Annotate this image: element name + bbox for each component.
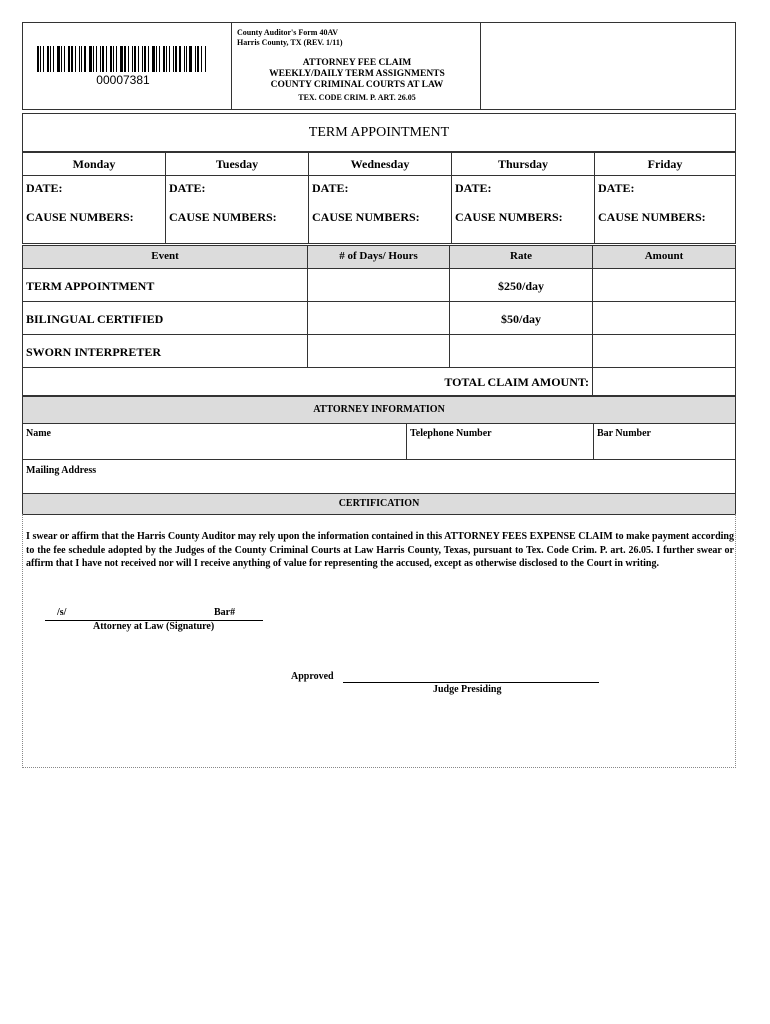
form-title-block [231,23,481,110]
event-label: SWORN INTERPRETER [26,345,162,359]
column-header: Amount [644,250,684,262]
attorney-info-header [22,396,736,424]
days-hours-field[interactable] [307,268,450,302]
bar-number-field[interactable] [593,423,736,460]
total-claim-label-cell [22,367,593,396]
term-appointment-title-box [22,113,736,152]
field-label: Mailing Address [26,465,97,476]
rate-cell [449,334,593,368]
date-label: DATE: [26,181,63,195]
table-row-event [22,334,308,368]
form-title-line-4: TEX. CODE CRIM. P. ART. 26.05 [298,93,416,102]
date-label: DATE: [169,181,206,195]
day-name: Tuesday [215,157,259,171]
term-appointment-title: TERM APPOINTMENT [308,125,450,140]
certification-statement: I swear or affirm that the Harris County Auditor may rely upon the information contained in this ATTORNEY FEES EXPENSE CLAIM to make payment according to the fee schedule adopted by the Judges of the County Criminal Courts at Law Harris County, Texas, pursuant to Tex. Code Crim. P. art. 26.05. I further swear or affirm that I have not received nor will I receive anything of value for representing the accused, except as otherwise disclosed to the Court in writing. [26,531,734,569]
telephone-number-field[interactable] [406,423,594,460]
signature-caption: Attorney at Law (Signature) [93,621,215,632]
total-claim-amount-field[interactable] [592,367,736,396]
column-header: # of Days/ Hours [339,250,418,262]
day-entry-tuesday[interactable] [165,175,309,244]
day-header-tuesday [165,152,309,176]
event-label: BILINGUAL CERTIFIED [26,312,164,326]
fees-header-rate [449,245,593,269]
table-row-event [22,301,308,335]
rate-value: $50/day [500,312,541,326]
day-entry-monday[interactable] [22,175,166,244]
mailing-address-field[interactable] [22,459,736,494]
form-title-line-1: ATTORNEY FEE CLAIM [302,58,412,68]
day-entry-friday[interactable] [594,175,736,244]
days-grid [22,152,736,244]
cause-numbers-label: CAUSE NUMBERS: [455,210,563,224]
certification-header [22,493,736,515]
field-label: Bar Number [597,428,651,439]
day-header-thursday [451,152,595,176]
signature-prefix: /s/ [57,607,67,618]
fees-table [22,245,736,396]
table-row-event [22,268,308,302]
approved-label: Approved [291,671,334,682]
column-header: Rate [510,250,532,262]
day-name: Friday [647,157,683,171]
cause-numbers-label: CAUSE NUMBERS: [312,210,420,224]
column-header: Event [151,250,179,262]
date-label: DATE: [455,181,492,195]
day-header-friday [594,152,736,176]
day-name: Thursday [497,157,549,171]
section-title: ATTORNEY INFORMATION [313,404,445,415]
form-header [22,22,736,110]
form-title-line-3: COUNTY CRIMINAL COURTS AT LAW [270,80,444,90]
field-label: Name [26,428,51,439]
fees-header-amount [592,245,736,269]
form-title-line-2: WEEKLY/DAILY TERM ASSIGNMENTS [269,69,445,79]
rate-cell [449,268,593,302]
event-label: TERM APPOINTMENT [26,279,155,293]
day-entry-thursday[interactable] [451,175,595,244]
date-label: DATE: [598,181,635,195]
date-label: DATE: [312,181,349,195]
bar-prefix: Bar# [214,607,236,618]
cause-numbers-label: CAUSE NUMBERS: [26,210,134,224]
section-title: CERTIFICATION [338,498,420,509]
field-label: Telephone Number [410,428,492,439]
total-claim-label: TOTAL CLAIM AMOUNT: [444,375,589,389]
barcode-image [37,46,209,72]
cause-numbers-label: CAUSE NUMBERS: [169,210,277,224]
day-name: Wednesday [350,157,410,171]
fees-header-days-hours [307,245,450,269]
amount-field[interactable] [592,334,736,368]
amount-field[interactable] [592,301,736,335]
judge-caption: Judge Presiding [433,684,502,695]
judge-signature-line[interactable] [343,682,599,683]
fees-header-event [22,245,308,269]
rate-cell [449,301,593,335]
day-header-monday [22,152,166,176]
form-id-line-1: County Auditor's Form 40AV [237,28,338,37]
day-header-wednesday [308,152,452,176]
form-number: 00007381 [96,73,150,87]
certification-body [22,514,736,768]
form-id-line-2: Harris County, TX (REV. 1/11) [237,38,343,47]
attorney-name-field[interactable] [22,423,407,460]
day-name: Monday [72,157,116,171]
amount-field[interactable] [592,268,736,302]
day-entry-wednesday[interactable] [308,175,452,244]
rate-value: $250/day [497,279,544,293]
days-hours-field[interactable] [307,334,450,368]
cause-numbers-label: CAUSE NUMBERS: [598,210,706,224]
days-hours-field[interactable] [307,301,450,335]
